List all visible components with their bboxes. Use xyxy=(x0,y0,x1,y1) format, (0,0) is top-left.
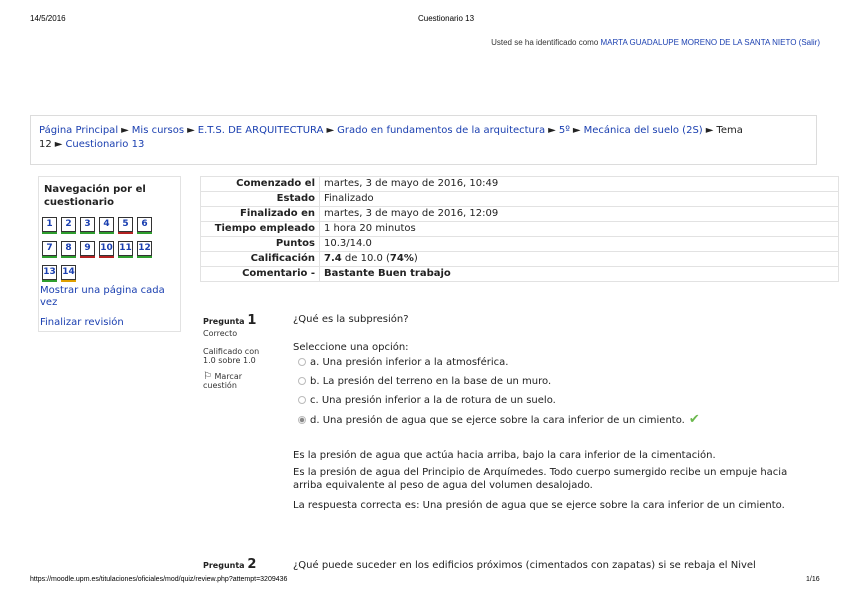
answer-option-label: b. La presión del terreno en la base de un muro. xyxy=(310,376,552,387)
show-one-page-link[interactable]: Mostrar una página cada vez xyxy=(40,285,165,308)
answer-option[interactable] xyxy=(298,413,700,432)
quiz-navigation-title: Navegación por el cuestionario xyxy=(44,184,146,208)
breadcrumb-item[interactable]: Mis cursos xyxy=(131,125,185,136)
question-2-text: ¿Qué puede suceder en los edificios próximos (cimentados con zapatas) si se rebaja el Nivel xyxy=(293,560,756,571)
question-1-text: ¿Qué es la subpresión? xyxy=(293,314,409,325)
quiz-nav-button-2[interactable] xyxy=(61,217,76,232)
print-title: Cuestionario 13 xyxy=(418,14,475,23)
quiz-nav-button-10[interactable] xyxy=(99,241,114,256)
grade-part: 74% xyxy=(389,253,414,264)
breadcrumb-separator: ► xyxy=(54,139,63,150)
feedback-general: Es la presión de agua que actúa hacia arriba, bajo la cara inferior de la cimentación. xyxy=(293,450,716,461)
question-status-bar xyxy=(42,280,57,282)
login-info xyxy=(491,38,820,47)
radio-button[interactable] xyxy=(298,396,306,404)
quiz-nav-button-label: 7 xyxy=(46,243,53,253)
grade-part: 7.4 xyxy=(324,253,342,264)
select-prompt: Seleccione una opción: xyxy=(293,342,409,353)
answer-option-label: c. Una presión inferior a la de rotura de un suelo. xyxy=(310,395,556,406)
summary-row xyxy=(201,252,839,267)
radio-button[interactable] xyxy=(298,377,306,385)
quiz-nav-button-label: 1 xyxy=(46,219,53,229)
question-status-bar xyxy=(61,256,76,258)
quiz-nav-button-label: 6 xyxy=(141,219,148,229)
breadcrumb xyxy=(30,115,817,165)
answer-options xyxy=(298,356,700,432)
feedback-explanation: Es la presión de agua del Principio de Arquímedes. Todo cuerpo sumergido recibe un empuje hacia arriba equivalente al peso de agua del volumen desalojado. xyxy=(293,467,788,491)
question-status-bar xyxy=(80,256,95,258)
attempt-summary-table xyxy=(200,176,839,282)
quiz-nav-button-5[interactable] xyxy=(118,217,133,232)
quiz-nav-button-4[interactable] xyxy=(99,217,114,232)
summary-key: Comenzado el xyxy=(201,177,320,192)
question-status-bar xyxy=(137,256,152,258)
summary-key: Tiempo empleado xyxy=(201,222,320,237)
user-link[interactable]: MARTA GUADALUPE MORENO DE LA SANTA NIETO xyxy=(600,38,797,47)
breadcrumb-separator: ► xyxy=(121,125,129,136)
answer-option-label: a. Una presión inferior a la atmosférica. xyxy=(310,357,509,368)
breadcrumb-item: Tema 12 xyxy=(39,125,743,150)
grade-part: ) xyxy=(413,253,418,264)
breadcrumb-item[interactable]: Cuestionario 13 xyxy=(65,139,145,150)
answer-option-label: d. Una presión de agua que se ejerce sobre la cara inferior de un cimiento. xyxy=(310,415,685,426)
quiz-nav-button-label: 3 xyxy=(84,219,91,229)
question-1-score: Calificado con 1.0 sobre 1.0 xyxy=(203,347,260,365)
summary-value: 1 hora 20 minutos xyxy=(320,222,839,237)
summary-key: Calificación xyxy=(201,252,320,267)
breadcrumb-separator: ► xyxy=(572,125,581,136)
summary-key: Puntos xyxy=(201,237,320,252)
flag-icon: ⚐ xyxy=(203,371,212,382)
breadcrumb-item[interactable]: 5º xyxy=(558,125,570,136)
question-status-bar xyxy=(137,232,152,234)
print-date: 14/5/2016 xyxy=(30,14,66,23)
radio-button[interactable] xyxy=(298,358,306,366)
quiz-nav-button-label: 14 xyxy=(62,267,75,277)
question-status-bar xyxy=(118,256,133,258)
breadcrumb-separator: ► xyxy=(548,125,556,136)
quiz-nav-button-label: 4 xyxy=(103,219,110,229)
question-status-bar xyxy=(61,232,76,234)
quiz-nav-button-label: 5 xyxy=(122,219,129,229)
quiz-nav-button-label: 2 xyxy=(65,219,72,229)
question-status-bar xyxy=(118,232,133,234)
quiz-nav-button-3[interactable] xyxy=(80,217,95,232)
question-status-bar xyxy=(42,256,57,258)
login-prefix: Usted se ha identificado como xyxy=(491,38,601,47)
question-status-bar xyxy=(99,256,114,258)
print-page-number: 1/16 xyxy=(806,576,820,583)
finish-review-link[interactable]: Finalizar revisión xyxy=(40,317,124,328)
quiz-nav-button-label: 11 xyxy=(119,243,132,253)
question-1-number xyxy=(203,313,256,328)
answer-option[interactable] xyxy=(298,356,700,375)
summary-row xyxy=(201,267,839,282)
breadcrumb-item[interactable]: Página Principal xyxy=(39,125,119,136)
breadcrumb-separator: ► xyxy=(326,125,335,136)
flag-question-button[interactable] xyxy=(203,372,263,390)
radio-button[interactable] xyxy=(298,416,306,424)
logout-link[interactable]: (Salir) xyxy=(798,38,820,47)
summary-value: martes, 3 de mayo de 2016, 10:49 xyxy=(320,177,839,192)
summary-value: 10.3/14.0 xyxy=(320,237,839,252)
summary-value: martes, 3 de mayo de 2016, 12:09 xyxy=(320,207,839,222)
summary-row xyxy=(201,222,839,237)
quiz-nav-button-1[interactable] xyxy=(42,217,57,232)
breadcrumb-separator: ► xyxy=(187,125,195,136)
summary-key: Estado xyxy=(201,192,320,207)
question-label: Pregunta xyxy=(203,561,245,570)
grade-part: de 10.0 ( xyxy=(341,253,390,264)
quiz-nav-button-13[interactable] xyxy=(42,265,57,280)
question-status-bar xyxy=(42,232,57,234)
breadcrumb-separator: ► xyxy=(705,125,714,136)
question-status-bar xyxy=(61,280,76,282)
summary-value: Finalizado xyxy=(320,192,839,207)
quiz-nav-button-7[interactable] xyxy=(42,241,57,256)
breadcrumb-item[interactable]: E.T.S. DE ARQUITECTURA xyxy=(197,125,324,136)
breadcrumb-item[interactable]: Mecánica del suelo (2S) xyxy=(583,125,703,136)
quiz-nav-button-12[interactable] xyxy=(137,241,152,256)
quiz-nav-button-label: 12 xyxy=(138,243,151,253)
quiz-nav-button-label: 8 xyxy=(65,243,72,253)
question-1-state: Correcto xyxy=(203,329,238,338)
question-num: 2 xyxy=(247,557,257,572)
quiz-nav-button-6[interactable] xyxy=(137,217,152,232)
summary-row xyxy=(201,177,839,192)
correct-check-icon: ✔ xyxy=(688,412,700,427)
question-status-bar xyxy=(80,232,95,234)
answer-option[interactable] xyxy=(298,394,700,413)
summary-key: Comentario - xyxy=(201,267,320,282)
question-2-number xyxy=(203,557,256,572)
quiz-nav-button-8[interactable] xyxy=(61,241,76,256)
summary-value xyxy=(320,252,839,267)
breadcrumb-item[interactable]: Grado en fundamentos de la arquitectura xyxy=(337,125,546,136)
question-num: 1 xyxy=(247,313,257,328)
quiz-nav-button-label: 10 xyxy=(100,243,113,253)
question-status-bar xyxy=(99,232,114,234)
summary-value: Bastante Buen trabajo xyxy=(320,267,839,282)
quiz-nav-button-9[interactable] xyxy=(80,241,95,256)
quiz-nav-button-label: 9 xyxy=(84,243,91,253)
print-url: https://moodle.upm.es/titulaciones/oficiales/mod/quiz/review.php?attempt=3209436 xyxy=(30,576,288,583)
quiz-navigation-block xyxy=(38,176,181,332)
summary-key: Finalizado en xyxy=(201,207,320,222)
flag-label: Marcar cuestión xyxy=(203,372,243,390)
summary-row xyxy=(201,207,839,222)
quiz-nav-button-11[interactable] xyxy=(118,241,133,256)
correct-answer-text: La respuesta correcta es: Una presión de agua que se ejerce sobre la cara inferior de un cimiento. xyxy=(293,500,785,511)
question-label: Pregunta xyxy=(203,317,245,326)
answer-option[interactable] xyxy=(298,375,700,394)
quiz-nav-button-label: 13 xyxy=(43,267,56,277)
summary-row xyxy=(201,237,839,252)
summary-row xyxy=(201,192,839,207)
quiz-nav-button-14[interactable] xyxy=(61,265,76,280)
